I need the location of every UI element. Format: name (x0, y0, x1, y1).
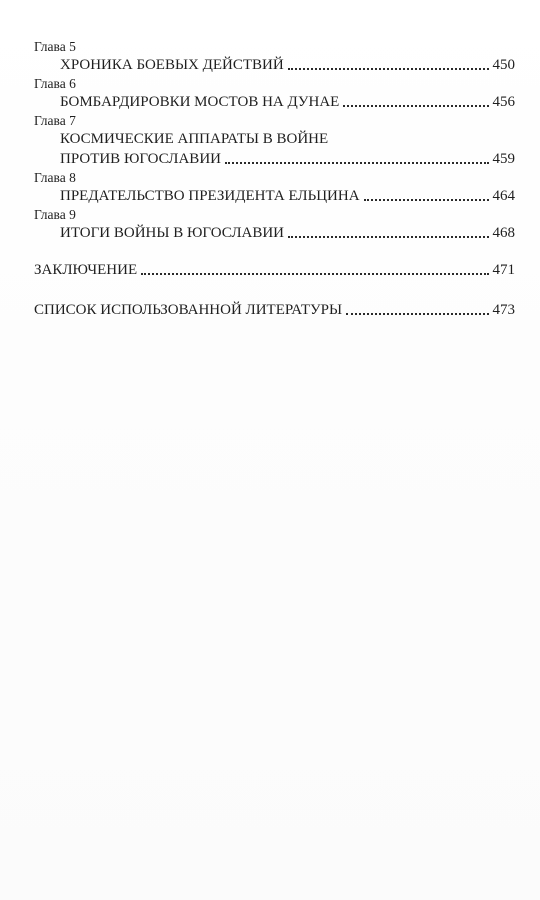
toc-chapter-5 (34, 38, 515, 75)
page-number: 450 (492, 57, 515, 73)
chapter-label: Глава 6 (34, 76, 76, 91)
dot-leader (364, 199, 489, 201)
toc-chapter-9 (34, 206, 515, 243)
chapter-title-line-2: ПРОТИВ ЮГОСЛАВИИ (60, 151, 221, 167)
toc-conclusion (34, 260, 515, 280)
chapter-title: ИТОГИ ВОЙНЫ В ЮГОСЛАВИИ (60, 225, 285, 241)
page-number: 473 (492, 302, 515, 318)
toc-chapter-7 (34, 112, 515, 169)
chapter-title: БОМБАРДИРОВКИ МОСТОВ НА ДУНАЕ (60, 94, 340, 110)
toc-entry (60, 55, 515, 75)
toc-entry (60, 186, 515, 206)
dot-leader (141, 273, 488, 275)
toc-references (34, 300, 515, 320)
chapter-title: ПРЕДАТЕЛЬСТВО ПРЕЗИДЕНТА ЕЛЬЦИНА (60, 188, 360, 204)
spacer (34, 243, 515, 260)
chapter-label: Глава 9 (34, 207, 76, 222)
spacer (34, 280, 515, 300)
toc-chapter-8 (34, 169, 515, 206)
page-number: 459 (492, 151, 515, 167)
dot-leader (346, 313, 488, 315)
dot-leader (343, 105, 488, 107)
dot-leader (288, 236, 488, 238)
toc-entry (60, 92, 515, 112)
chapter-title-line-1: КОСМИЧЕСКИЕ АППАРАТЫ В ВОЙНЕ (60, 131, 329, 147)
dot-leader (288, 68, 489, 70)
dot-leader (225, 162, 489, 164)
chapter-label: Глава 5 (34, 39, 76, 54)
page-number: 468 (492, 225, 515, 241)
chapter-label: Глава 8 (34, 170, 76, 185)
toc-chapter-6 (34, 75, 515, 112)
toc-entry (60, 149, 515, 169)
chapter-title: ХРОНИКА БОЕВЫХ ДЕЙСТВИЙ (60, 57, 284, 73)
page-number: 456 (492, 94, 515, 110)
page-number: 471 (492, 262, 515, 278)
chapter-label: Глава 7 (34, 113, 76, 128)
table-of-contents (34, 38, 515, 320)
toc-entry (60, 223, 515, 243)
page-number: 464 (492, 188, 515, 204)
conclusion-title: ЗАКЛЮЧЕНИЕ (34, 262, 138, 278)
references-title: СПИСОК ИСПОЛЬЗОВАННОЙ ЛИТЕРАТУРЫ (34, 302, 343, 318)
